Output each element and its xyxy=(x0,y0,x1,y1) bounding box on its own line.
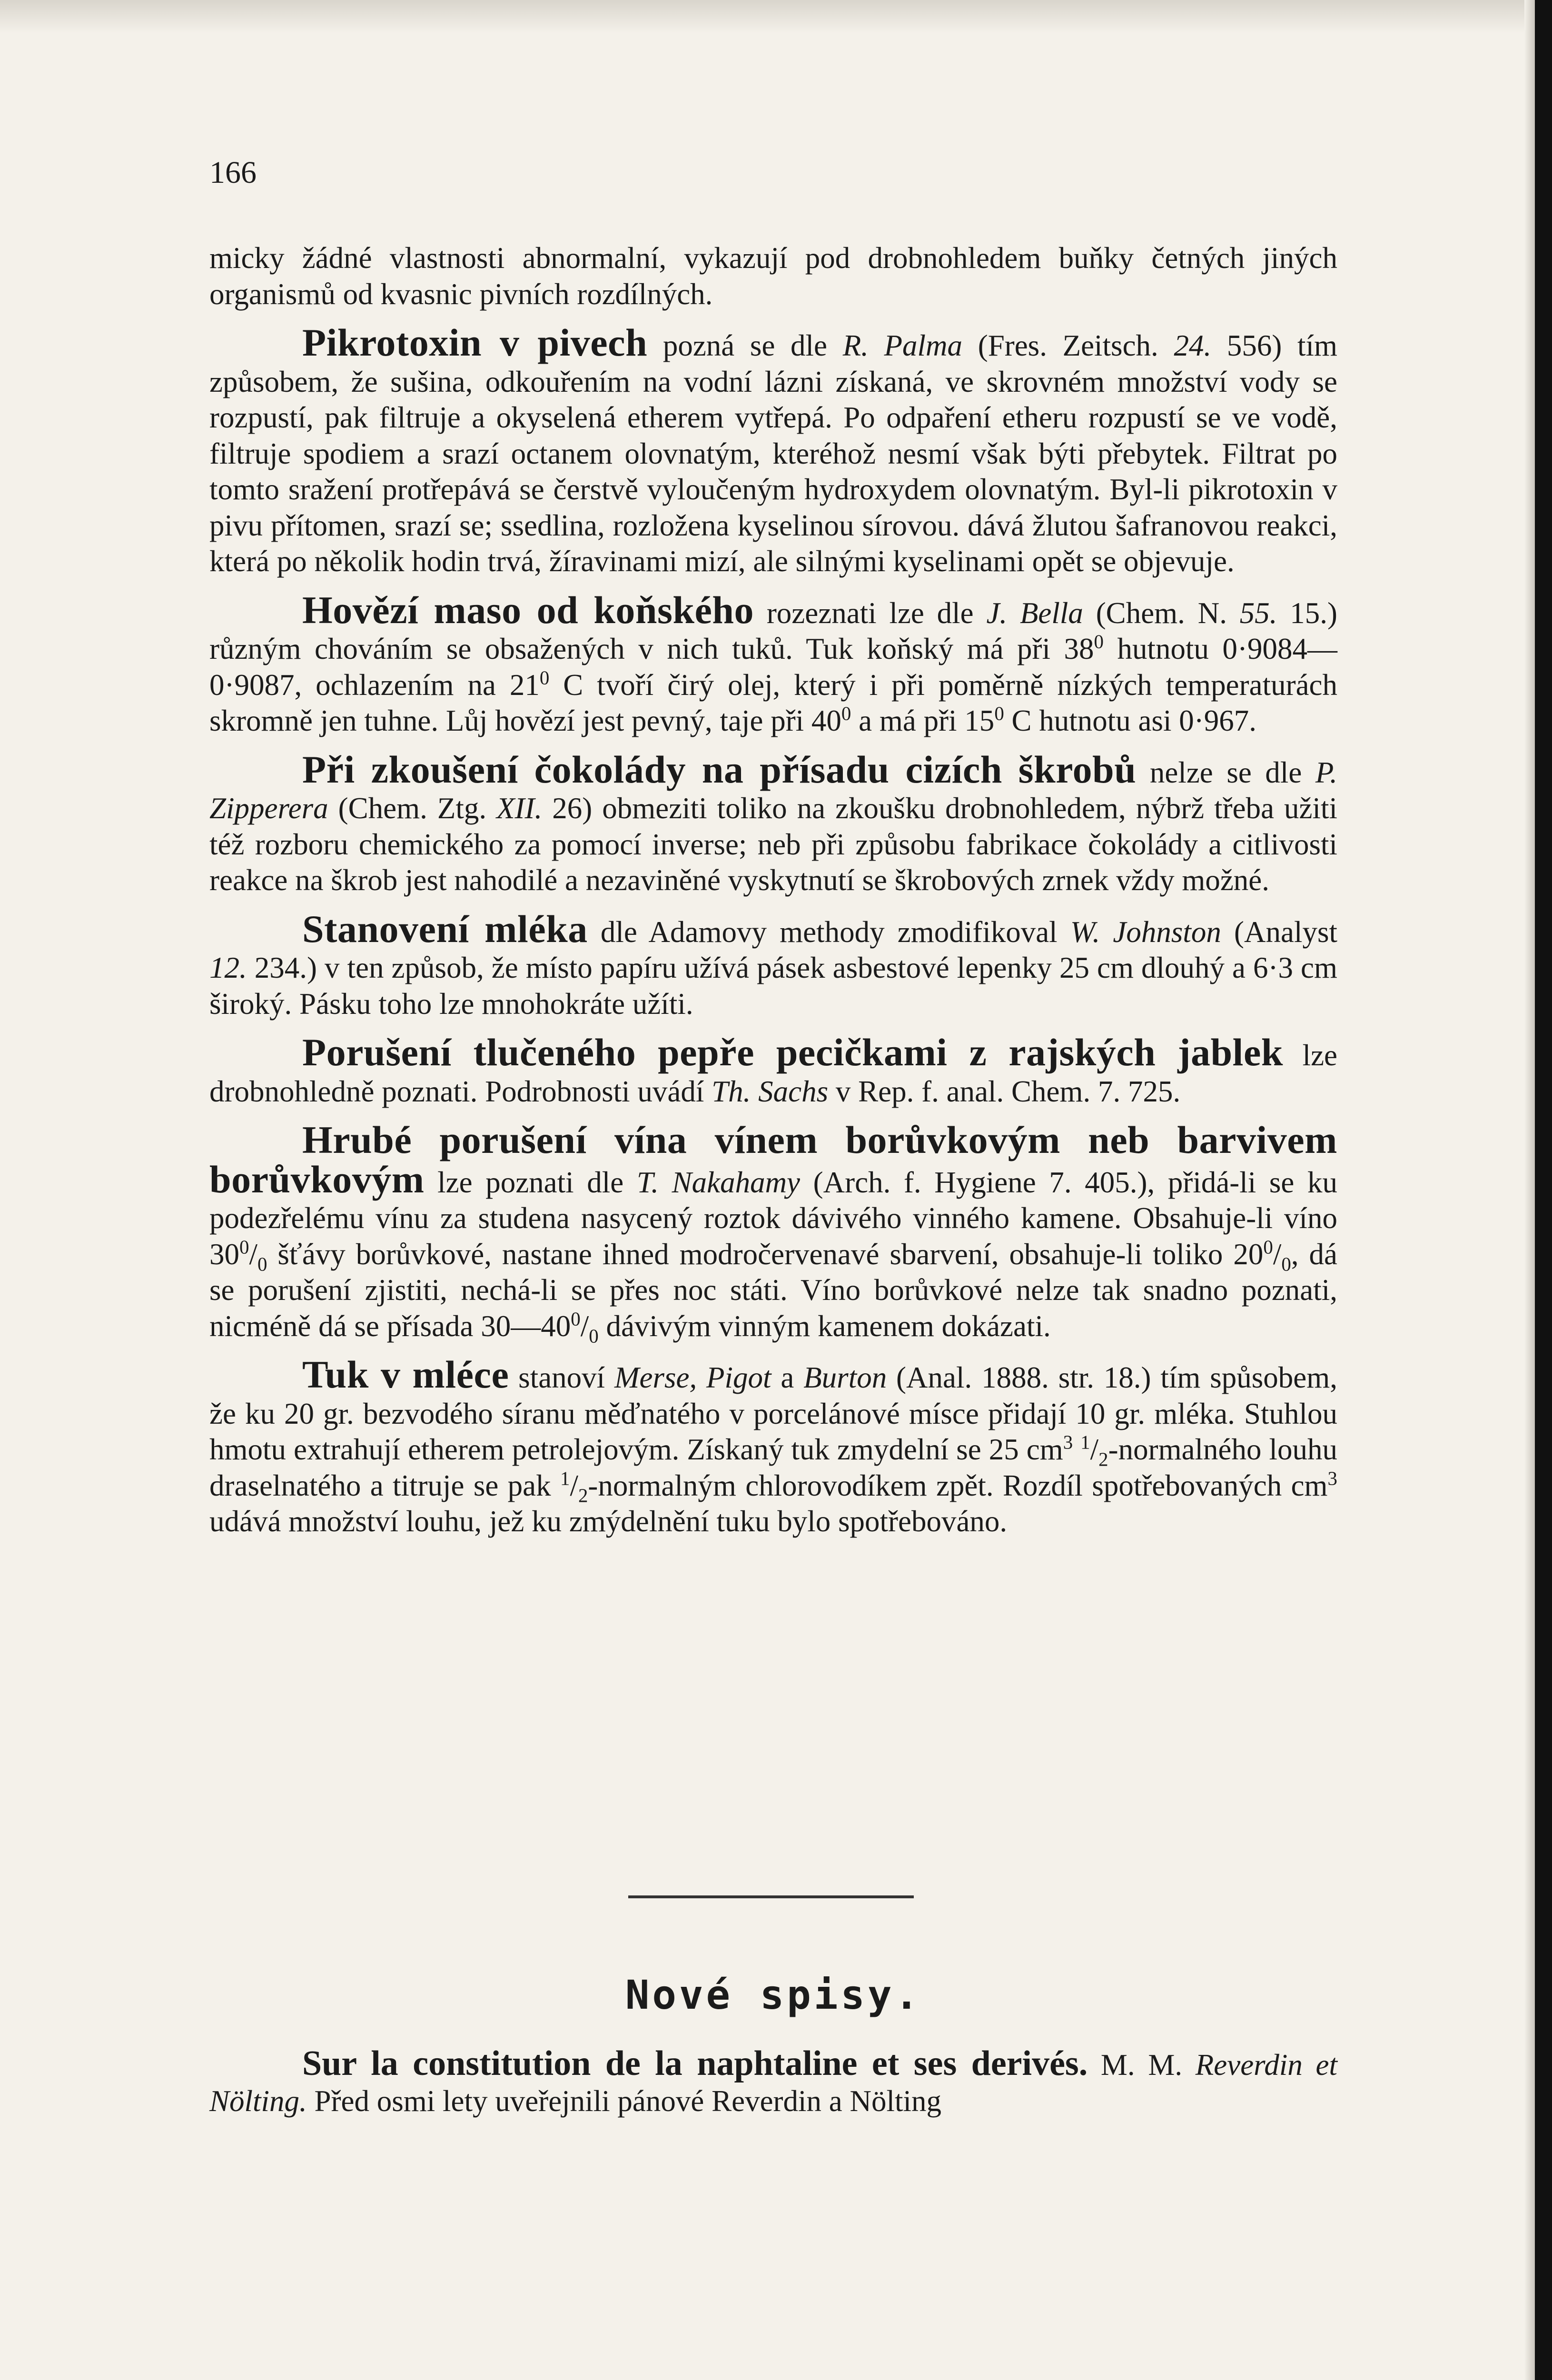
paragraph-hovezi-maso xyxy=(209,588,1338,739)
superscript: 0 xyxy=(994,703,1004,724)
author-name: W. Johnston xyxy=(1070,915,1221,949)
author-name: Merse, Pigot xyxy=(614,1361,771,1394)
paragraph-heading: Hrubé porušení vína vínem borůvkovým neb barvivem borůvkovým xyxy=(209,1118,1337,1201)
author-name: R. Palma xyxy=(842,329,963,362)
text-run: a xyxy=(771,1361,804,1394)
text-run: a má při 15 xyxy=(851,704,995,737)
text-run: v Rep. f. anal. Chem. 7. 725. xyxy=(828,1074,1181,1108)
volume-number: 55. xyxy=(1239,596,1277,630)
paragraph-heading: Při zkoušení čokolády na přísadu cizích škrobů xyxy=(302,747,1137,791)
superscript: 3 xyxy=(1327,1467,1337,1489)
text-run: / xyxy=(1090,1433,1099,1466)
paragraph-naphtaline xyxy=(209,2046,1337,2119)
subscript: 2 xyxy=(1098,1448,1108,1470)
section-divider xyxy=(628,1895,914,1898)
paragraph-heading: Pikrotoxin v pivech xyxy=(302,321,648,364)
text-run: 234.) v ten způsob, že místo papíru užívá pásek asbestové lepenky 25 cm dlouhý a 6·3 cm široký. Pásku toho lze mnohokráte užíti. xyxy=(209,951,1337,1021)
text-run: (Chem. N. xyxy=(1083,596,1240,630)
section-title: Nové spisy. xyxy=(625,1972,922,2018)
text-run: C tvoří čirý olej, který i při poměrně nízkých temperaturách skromně jen tuhne. Lůj hovězí jest pevný, taje při 40 xyxy=(209,668,1337,737)
superscript: 0 xyxy=(239,1236,249,1258)
text-run: (Anal. 1888. str. 18.) tím spůsobem, že ku 20 gr. bezvodého síranu měďnatého v porcelánové mísce přidají 10 gr. mléka. Stuhlou hmotu extrahují etherem petrolejovým. Získaný tuk zmydelní se 25 cm xyxy=(209,1361,1337,1466)
volume-number: 24. xyxy=(1174,329,1212,362)
paragraph-stanoveni-mleka xyxy=(209,907,1338,1022)
author-name: T. Nakahamy xyxy=(636,1165,801,1199)
text-run: 556) tím způsobem, že sušina, odkouřením na vodní lázni získaná, ve skrovném množství vody se rozpustí, pak filtruje a okyselená etherem vytřepá. Po odpaření etheru rozpustí se ve vodě, filtruje spodiem a srazí octanem olovnatým, kteréhož nesmí však býti přebytek. Filtrat po tomto sražení protřepává se čerstvě vyloučeným hydroxydem olovnatým. Byl-li pikrotoxin v pivu přítomen, srazí se; ssedlina, rozložena kyselinou sírovou. dává žlutou šafranovou reakci, která po několik hodin trvá, žíravinami mizí, ale silnými kyselinami opět se objevuje. xyxy=(209,329,1337,578)
text-run: rozeznati lze dle xyxy=(754,596,987,630)
paragraph-heading: Stanovení mléka xyxy=(302,907,588,951)
paragraph-continuation xyxy=(209,240,1337,312)
text-run: dávivým vinným kamenem dokázati. xyxy=(598,1309,1051,1343)
text-run: lze poznati dle xyxy=(424,1165,637,1199)
paragraph-tuk-v-mlece xyxy=(209,1353,1338,1540)
text-run: (Fres. Zeitsch. xyxy=(962,329,1174,362)
subscript: 2 xyxy=(578,1485,588,1507)
text-run: šťávy borůvkové, nastane ihned modročervenavé sbarvení, obsahuje-li toliko 20 xyxy=(267,1237,1264,1271)
text-run: / xyxy=(1273,1237,1282,1271)
text-run: -normalným chlorovodíkem zpět. Rozdíl spotřebovaných cm xyxy=(588,1468,1328,1502)
text-run: dle Adamovy methody zmodifikoval xyxy=(587,915,1070,949)
text-run: (Chem. Ztg. xyxy=(328,792,497,825)
text-run: pozná se dle xyxy=(647,329,843,362)
scan-edge-right xyxy=(1535,0,1552,2380)
volume-number: 12. xyxy=(209,951,247,984)
subscript: 0 xyxy=(1281,1253,1291,1275)
scan-edge-shadow xyxy=(1524,0,1535,2380)
text-run xyxy=(1073,1433,1080,1466)
text-run: 15.) různým chováním se obsažených v nich tuků. Tuk koňský má při 38 xyxy=(209,596,1338,665)
author-name: Th. Sachs xyxy=(712,1074,829,1108)
text-run: (Arch. f. Hygiene 7. 405.), přidá-li se ku podezřelému vínu za studena nasycený roztok dávivého vinného kamene. Obsahuje-li víno 30 xyxy=(209,1165,1337,1271)
paragraph-pikrotoxin xyxy=(209,321,1337,580)
paragraph-cokolada xyxy=(209,747,1338,899)
text-run: nelze se dle xyxy=(1136,755,1315,789)
paragraph-pepr xyxy=(209,1031,1337,1110)
text-run: (Analyst xyxy=(1221,915,1338,949)
article-body xyxy=(209,240,1337,1540)
text-run: / xyxy=(570,1468,578,1502)
new-books-body xyxy=(209,2046,1337,2119)
superscript: 1 xyxy=(560,1467,570,1489)
paragraph-heading: Tuk v mléce xyxy=(302,1353,509,1396)
text-run: hutnotu 0·9084—0·9087, ochlazením na 21 xyxy=(209,632,1337,702)
text-run: / xyxy=(580,1309,589,1343)
text-run: / xyxy=(249,1237,257,1271)
paragraph-text: micky žádné vlastnosti abnormalní, vykazují pod drobnohledem buňky četných jiných organismů od kvasnic pivních rozdílných. xyxy=(209,241,1337,311)
superscript: 3 xyxy=(1063,1431,1073,1453)
subscript: 0 xyxy=(589,1325,599,1347)
subscript: 0 xyxy=(257,1253,267,1275)
page-number: 166 xyxy=(209,155,257,190)
text-run: M. M. xyxy=(1087,2048,1196,2082)
paragraph-heading: Hovězí maso od koňského xyxy=(302,588,754,632)
text-run: lze drobnohledně poznati. Podrobnosti uvádí xyxy=(209,1039,1337,1108)
author-name: J. Bella xyxy=(986,596,1083,630)
superscript: 0 xyxy=(1094,631,1104,653)
superscript: 1 xyxy=(1080,1431,1090,1453)
paragraph-heading: Porušení tlučeného pepře pecičkami z rajských jablek xyxy=(302,1031,1283,1074)
superscript: 0 xyxy=(539,666,550,688)
paragraph-heading: Sur la constitution de la naphtaline et ses derivés. xyxy=(302,2044,1088,2083)
author-name: Reverdin et Nölting. xyxy=(209,2048,1337,2118)
text-run: stanoví xyxy=(509,1361,615,1394)
scan-edge-top xyxy=(0,0,1552,33)
text-run: -normalného louhu draselnatého a titruje se pak xyxy=(209,1433,1338,1502)
text-run: udává množství louhu, jež ku zmýdelnění tuku bylo spotřebováno. xyxy=(209,1505,1008,1538)
superscript: 0 xyxy=(841,703,851,724)
paragraph-vino xyxy=(209,1118,1337,1347)
author-name: P. Zipperera xyxy=(209,755,1338,825)
superscript: 0 xyxy=(571,1308,581,1329)
text-run: C hutnotu asi 0·967. xyxy=(1004,704,1257,737)
text-run: Před osmi lety uveřejnili pánové Reverdin a Nölting xyxy=(306,2084,941,2118)
superscript: 0 xyxy=(1263,1236,1273,1258)
text-run: 26) obmeziti toliko na zkoušku drobnohledem, nýbrž třeba užiti též rozboru chemického za pomocí inverse; neb při způsobu fabrikace čokolády a citlivosti reakce na škrob jest nahodilé a nezaviněné vyskytnutí se škrobových zrnek vždy možné. xyxy=(209,792,1337,897)
text-run: , dá se porušení zjistiti, nechá-li se přes noc státi. Víno borůvkové nelze tak snadno poznati, nicméně dá se přísada 30—40 xyxy=(209,1237,1337,1343)
author-name: Burton xyxy=(803,1361,887,1394)
volume-number: XII. xyxy=(496,792,543,825)
